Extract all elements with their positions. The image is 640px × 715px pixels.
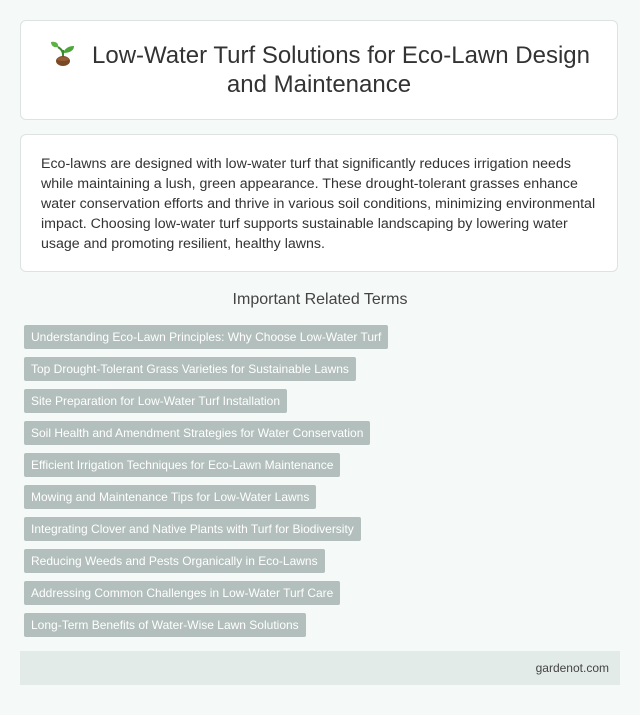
term-tag[interactable]: Understanding Eco-Lawn Principles: Why Choose Low-Water Turf [24, 325, 388, 349]
term-tag[interactable]: Mowing and Maintenance Tips for Low-Water Lawns [24, 485, 316, 509]
term-tag[interactable]: Long-Term Benefits of Water-Wise Lawn Solutions [24, 613, 306, 637]
term-tag[interactable]: Integrating Clover and Native Plants with Turf for Biodiversity [24, 517, 361, 541]
term-tag[interactable]: Reducing Weeds and Pests Organically in Eco-Lawns [24, 549, 325, 573]
seedling-icon [48, 41, 78, 67]
intro-card [20, 134, 618, 272]
term-tag[interactable]: Site Preparation for Low-Water Turf Installation [24, 389, 287, 413]
term-tag[interactable]: Addressing Common Challenges in Low-Water Turf Care [24, 581, 340, 605]
term-tag[interactable]: Efficient Irrigation Techniques for Eco-Lawn Maintenance [24, 453, 340, 477]
footer [20, 651, 620, 685]
page-title [41, 41, 597, 99]
footer-site-link[interactable]: gardenot.com [535, 661, 609, 675]
term-tag[interactable]: Top Drought-Tolerant Grass Varieties for Sustainable Lawns [24, 357, 356, 381]
intro-paragraph: Eco-lawns are designed with low-water turf that significantly reduces irrigation needs while maintaining a lush, green appearance. These drought-tolerant grasses enhance water conservation efforts and thrive in various soil conditions, minimizing environmental impact. Choosing low-water turf supports sustainable landscaping by lowering water usage and promoting resilient, healthy lawns. [41, 156, 596, 252]
related-terms-heading: Important Related Terms [232, 291, 408, 308]
title-card [20, 20, 618, 120]
related-terms-list [24, 325, 388, 645]
term-tag[interactable]: Soil Health and Amendment Strategies for Water Conservation [24, 421, 370, 445]
page-title-text: Low-Water Turf Solutions for Eco-Lawn Design and Maintenance [92, 42, 590, 98]
